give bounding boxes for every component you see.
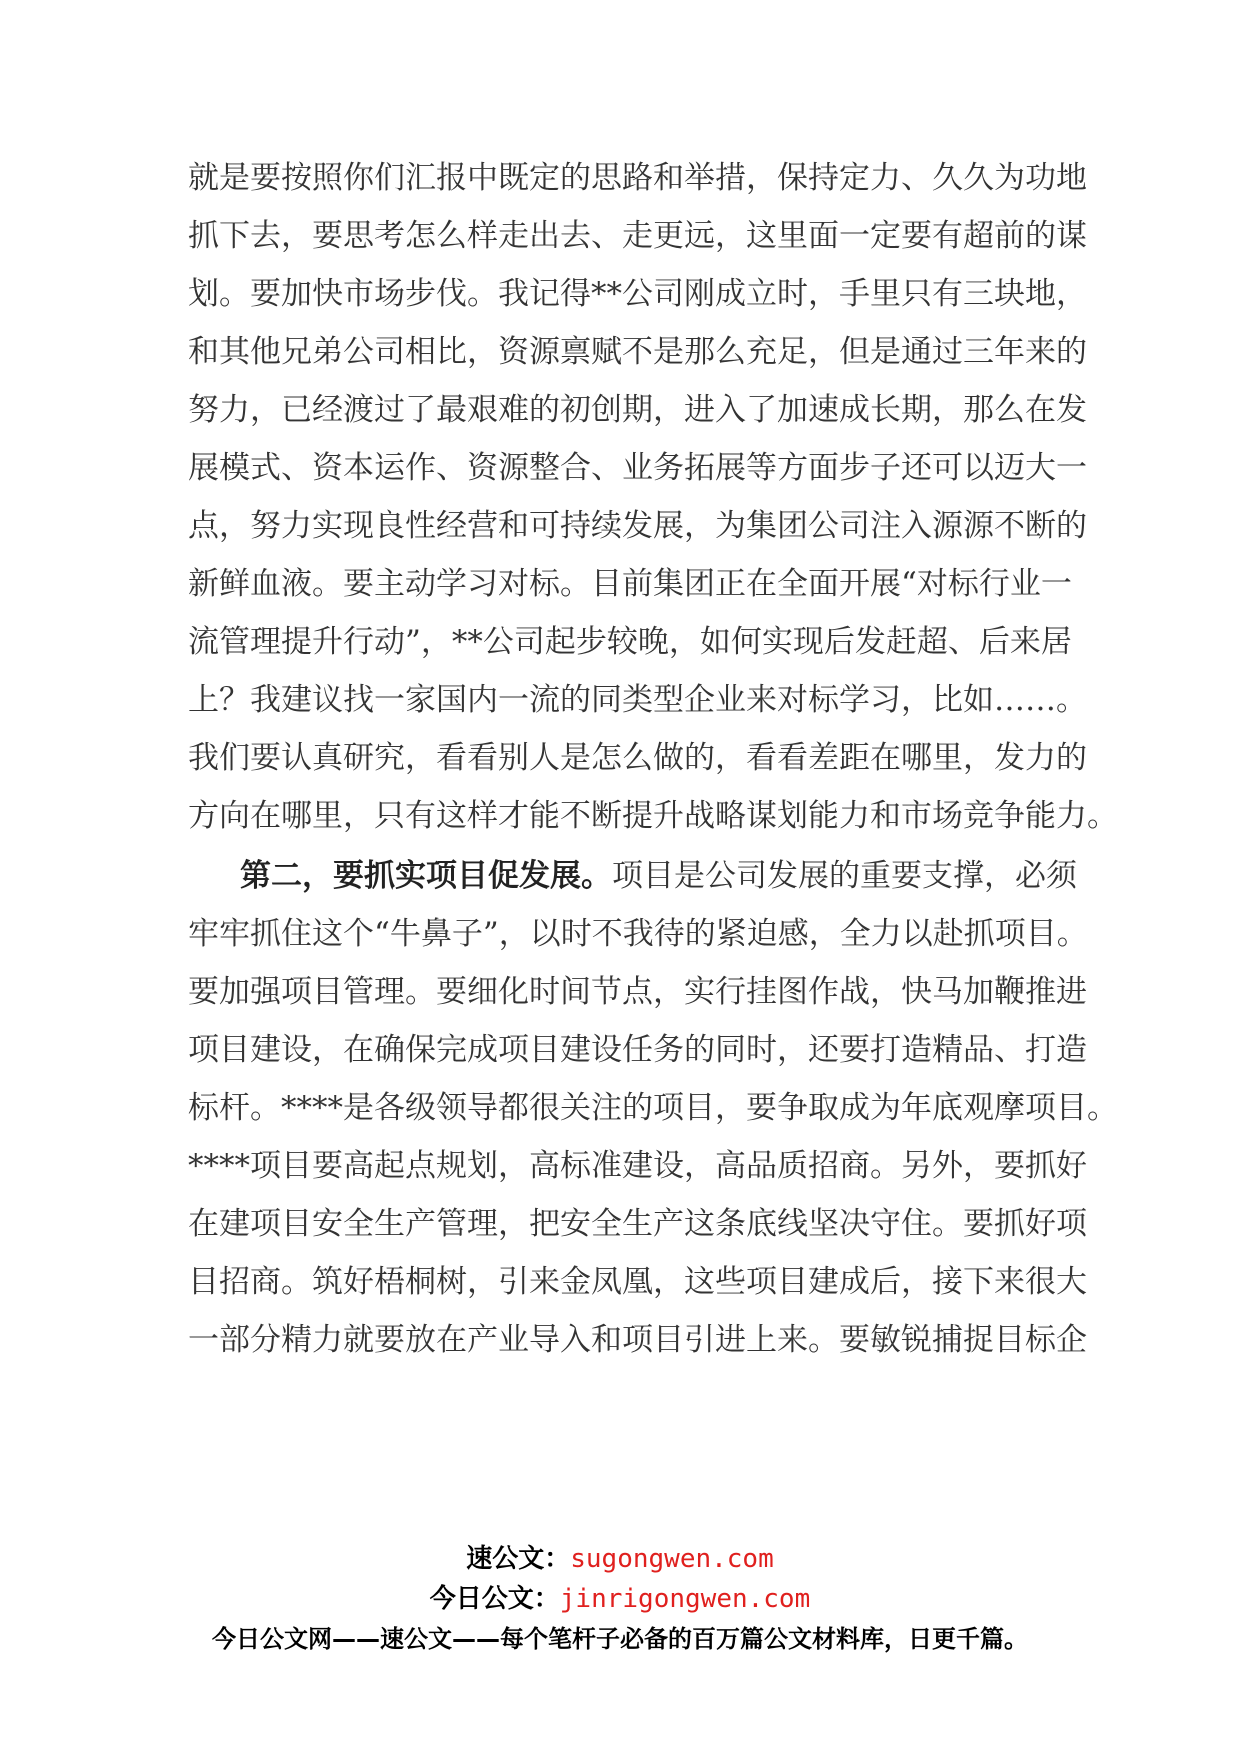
body-line: 流管理提升行动”，**公司起步较晚，如何实现后发赶超、后来居: [188, 624, 1072, 660]
footer-label: 速公文：: [466, 1544, 571, 1574]
body-line: 目招商。筑好梧桐树，引来金凤凰，这些项目建成后，接下来很大: [188, 1264, 1087, 1300]
body-line: 努力，已经渡过了最艰难的初创期，进入了加速成长期，那么在发: [188, 392, 1087, 428]
footer-line-jinrigongwen: [0, 1582, 1240, 1616]
footer-line-sugongwen: [0, 1542, 1240, 1576]
body-line: 要加强项目管理。要细化时间节点，实行挂图作战，快马加鞭推进: [188, 974, 1087, 1010]
body-line: 在建项目安全生产管理，把安全生产这条底线坚决守住。要抓好项: [188, 1206, 1087, 1242]
footer-link-jinrigongwen[interactable]: jinrigongwen.com: [559, 1584, 811, 1614]
body-line: 展模式、资本运作、资源整合、业务拓展等方面步子还可以迈大一: [188, 450, 1087, 486]
paragraph-text: 项目是公司发展的重要支撑，必须: [612, 858, 1077, 894]
body-line: 点，努力实现良性经营和可持续发展，为集团公司注入源源不断的: [188, 508, 1087, 544]
footer-link-sugongwen[interactable]: sugongwen.com: [570, 1544, 774, 1574]
body-line: 项目建设，在确保完成项目建设任务的同时，还要打造精品、打造: [188, 1032, 1087, 1068]
section-heading: 第二，要抓实项目促发展。: [240, 858, 612, 894]
body-line: 抓下去，要思考怎么样走出去、走更远，这里面一定要有超前的谋: [188, 218, 1087, 254]
footer-slogan: 今日公文网——速公文——每个笔杆子必备的百万篇公文材料库，日更千篇。: [212, 1625, 1028, 1653]
body-line: 就是要按照你们汇报中既定的思路和举措，保持定力、久久为功地: [188, 160, 1087, 196]
body-line: 上？我建议找一家国内一流的同类型企业来对标学习，比如……。: [188, 682, 1087, 718]
footer-label: 今日公文：: [429, 1584, 560, 1614]
paragraph-first-line: [240, 856, 1077, 896]
body-line: 一部分精力就要放在产业导入和项目引进上来。要敏锐捕捉目标企: [188, 1322, 1087, 1358]
body-line: 方向在哪里，只有这样才能不断提升战略谋划能力和市场竞争能力。: [188, 798, 1118, 834]
body-line: 划。要加快市场步伐。我记得**公司刚成立时，手里只有三块地，: [188, 276, 1087, 312]
body-line: ****项目要高起点规划，高标准建设，高品质招商。另外，要抓好: [188, 1148, 1087, 1184]
body-line: 标杆。****是各级领导都很关注的项目，要争取成为年底观摩项目。: [188, 1090, 1118, 1126]
body-line: 我们要认真研究，看看别人是怎么做的，看看差距在哪里，发力的: [188, 740, 1087, 776]
body-line: 新鲜血液。要主动学习对标。目前集团正在全面开展“对标行业一: [188, 566, 1072, 602]
body-line: 和其他兄弟公司相比，资源禀赋不是那么充足，但是通过三年来的: [188, 334, 1087, 370]
body-line: 牢牢抓住这个“牛鼻子”，以时不我待的紧迫感，全力以赴抓项目。: [188, 916, 1088, 952]
